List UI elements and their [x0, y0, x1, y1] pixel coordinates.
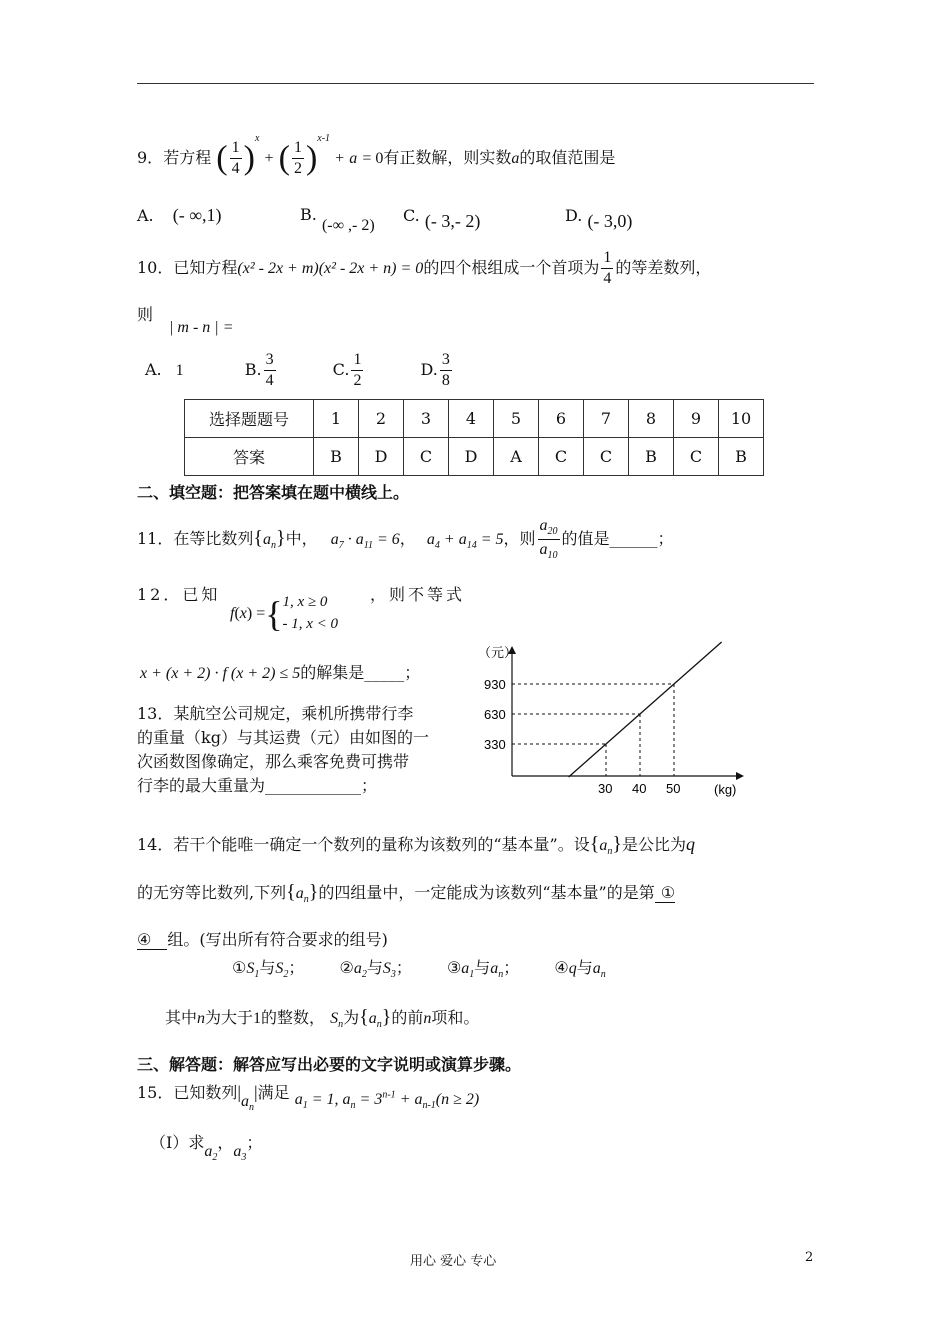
option-label: D.: [565, 206, 583, 225]
question-text: 若方程: [163, 148, 212, 167]
question-text: 的取值范围是: [519, 148, 616, 167]
answer-filled: ④: [137, 930, 167, 950]
question-text: ；: [404, 663, 421, 682]
option-value: (- 3,0): [587, 211, 633, 231]
question-text: ，则: [503, 529, 536, 549]
table-cell: B: [719, 438, 764, 476]
question-text: 行李的最大重量为: [137, 776, 266, 795]
option-d: [565, 205, 633, 231]
y-axis-label: （元）: [478, 645, 518, 660]
question-14-line3: [137, 927, 388, 950]
question-number: 10．: [137, 258, 174, 277]
question-text: 在等比数列: [173, 529, 254, 549]
question-text: 中，: [285, 529, 318, 549]
table-cell: C: [539, 438, 584, 476]
group-1-label: ①: [232, 958, 247, 977]
header-rule: [137, 83, 814, 84]
x-tick-label: 40: [632, 781, 647, 796]
x-tick-label: 50: [666, 781, 681, 796]
question-13: [137, 702, 429, 798]
question-text: 的等差数列，: [615, 258, 712, 277]
page-number: 2: [805, 1250, 814, 1265]
connector: 与: [259, 958, 276, 977]
question-text: 的前: [391, 1008, 424, 1027]
table-cell: D: [359, 438, 404, 476]
question-text: 已知数列: [173, 1083, 238, 1102]
question-text: 的四个根组成一个首项为: [423, 258, 600, 277]
question-12: [137, 582, 220, 605]
question-14-line2: 的无穷等比数列,下列$\{a_n\}$的四组量中，一定能成为该数列“基本量”的是第 ①: [137, 881, 676, 906]
question-text: 次函数图像确定，那么乘客免费可携带: [137, 752, 410, 771]
option-label: A.: [145, 360, 162, 379]
question-text: 若干个能唯一确定一个数列的量称为该数列的“基本量”。设: [173, 835, 590, 854]
option-b: [300, 205, 375, 234]
answer-blank[interactable]: ______: [609, 529, 658, 549]
option-label: B.: [244, 360, 262, 379]
q10-options: A. 1 B. $\frac{3}{4}$ C. $\frac{1}{2}$ D. $\frac{3}{8}$: [145, 351, 450, 389]
section-3-heading: 三、解答题：解答应写出必要的文字说明或演算步骤。: [137, 1055, 522, 1074]
answer-table: [184, 399, 764, 476]
question-text: ，: [399, 529, 416, 549]
table-cell: 1: [314, 400, 359, 438]
question-number: 11．: [137, 529, 174, 549]
question-14: 14．若干个能唯一确定一个数列的量称为该数列的“基本量”。设$\{a_n\}$是公比为q: [137, 833, 695, 858]
table-cell: 3: [404, 400, 449, 438]
table-cell: 2: [359, 400, 404, 438]
option-value: 1: [175, 362, 184, 379]
question-text: （I）求: [150, 1133, 205, 1152]
question-text: 已知: [182, 585, 221, 604]
question-text: 的四组量中，一定能成为该数列“基本量”的是第: [318, 883, 655, 902]
question-text: 项和。: [431, 1008, 480, 1027]
piece-2: - 1, x < 0: [282, 615, 339, 632]
table-cell: 6: [539, 400, 584, 438]
question-text: 则: [137, 305, 154, 324]
question-12-cont: x + (x + 2) · f (x + 2) ≤ 5的解集是_____；: [140, 663, 421, 682]
question-text: 其中: [165, 1008, 198, 1027]
table-cell: C: [584, 438, 629, 476]
cost-line: [569, 642, 722, 777]
answer-blank[interactable]: ____________: [265, 776, 362, 795]
y-tick-label: 930: [484, 677, 506, 692]
table-cell: B: [314, 438, 359, 476]
question-number: 14．: [137, 835, 174, 854]
option-label: A.: [137, 206, 154, 225]
y-tick-label: 630: [484, 707, 506, 722]
question-10-cont: [137, 302, 234, 336]
table-row: [185, 438, 764, 476]
question-text: 的重量（kg）与其运费（元）由如图的一: [137, 728, 429, 747]
option-label: C.: [403, 206, 420, 225]
table-answer-label: 答案: [185, 438, 314, 476]
question-text: 的整数，: [261, 1008, 326, 1027]
question-11: 11．在等比数列$\{a_n\}$中， $a_7 \cdot a_{11} = 6$， $a_4 + a_{14} = 5$，则 $\frac{a_{20}}{a_{10}}$ 的值是______；: [137, 517, 674, 562]
connector: 与: [474, 958, 491, 977]
question-15-part1: （I）求$a_2$，$a_3$；: [150, 1133, 263, 1164]
question-9: 9．若方程 ( $\frac{1}{4}$ )$^x$ + ( $\frac{1}{2}$ )$^{x-1}$ + a = 0有正数解，则实数a的取值范围是: [137, 133, 616, 177]
answer-filled: ①: [655, 883, 675, 903]
table-cell: C: [404, 438, 449, 476]
group-2-label: ②: [339, 958, 354, 977]
table-header-label: 选择题题号: [185, 400, 314, 438]
connector: 与: [576, 958, 593, 977]
question-number: 15．: [137, 1083, 174, 1102]
option-a: [137, 205, 222, 226]
question-text: 是公比为: [621, 835, 686, 854]
equation: (x² - 2x + m)(x² - 2x + n) = 0: [237, 260, 424, 277]
x-axis-arrow: [736, 772, 744, 780]
table-cell: B: [629, 438, 674, 476]
question-text: 下列: [254, 883, 287, 902]
question-text: 满足: [257, 1083, 290, 1102]
y-tick-label: 330: [484, 737, 506, 752]
question-text: 的值是: [561, 529, 610, 549]
group-3-label: ③: [446, 958, 462, 977]
question-15: 15．已知数列$|a_n|$满足 $a_1 = 1$, $a_n = 3^{n-1} + a_{n-1}(n \ge 2)$: [137, 1082, 480, 1114]
question-10: 10．已知方程(x² - 2x + m)(x² - 2x + n) = 0的四个根组成一个首项为 $\frac{1}{4}$ 的等差数列，: [137, 249, 712, 287]
question-12-text: ，则不等式: [370, 585, 466, 604]
option-c: [403, 205, 481, 231]
question-text: 的无穷等比数列,: [137, 883, 255, 902]
question-text: ；: [361, 776, 378, 795]
question-text: 为: [343, 1008, 360, 1027]
table-cell: A: [494, 438, 539, 476]
option-value: (- ∞,1): [172, 205, 222, 225]
question-text: 为大于: [205, 1008, 254, 1027]
question-text: 某航空公司规定，乘机所携带行李: [173, 704, 414, 723]
section-2-heading: 二、填空题：把答案填在题中横线上。: [137, 483, 410, 502]
option-label: D.: [420, 360, 438, 379]
piece-1: 1, x ≥ 0: [282, 594, 328, 610]
option-value: (- 3,- 2): [424, 211, 481, 231]
table-cell: 10: [719, 400, 764, 438]
table-cell: 8: [629, 400, 674, 438]
question-text: ；: [657, 529, 674, 549]
question-text: 已知方程: [173, 258, 238, 277]
question-number: 13．: [137, 704, 174, 723]
question-text: 的解集是: [300, 663, 365, 682]
x-tick-label: 30: [598, 781, 613, 796]
question-text: 组。(写出所有符合要求的组号): [167, 930, 388, 949]
piecewise-function: f(x) ={ 1, x ≥ 0 - 1, x < 0: [230, 593, 339, 634]
table-cell: 5: [494, 400, 539, 438]
question-number: 9．: [137, 148, 164, 167]
connector: 与: [366, 958, 383, 977]
table-cell: 7: [584, 400, 629, 438]
option-label: B.: [300, 205, 317, 224]
question-number: 12．: [137, 585, 183, 604]
question-14-note: 其中n为大于1的整数， $S_n$为$\{a_n\}$的前n项和。: [165, 1006, 480, 1031]
answer-blank[interactable]: _____: [364, 663, 405, 682]
footer-motto: 用心 爱心 专心: [410, 1254, 497, 1269]
option-label: C.: [332, 360, 350, 379]
expression: | m - n | =: [169, 319, 234, 336]
option-value: (-∞ ,- 2): [321, 217, 375, 234]
question-text: 有正数解，则实数: [383, 148, 512, 167]
table-cell: C: [674, 438, 719, 476]
x-axis-label: (kg): [714, 782, 737, 797]
group-4-label: ④: [554, 958, 569, 977]
question-14-groups: $①S_1$与$S_2$； $②a_2$与$S_3$； $③a_1$与$a_n$； ④q与$a_n$: [232, 958, 606, 981]
table-cell: 9: [674, 400, 719, 438]
table-cell: 4: [449, 400, 494, 438]
freight-cost-graph: [478, 638, 748, 803]
table-row: [185, 400, 764, 438]
table-cell: D: [449, 438, 494, 476]
